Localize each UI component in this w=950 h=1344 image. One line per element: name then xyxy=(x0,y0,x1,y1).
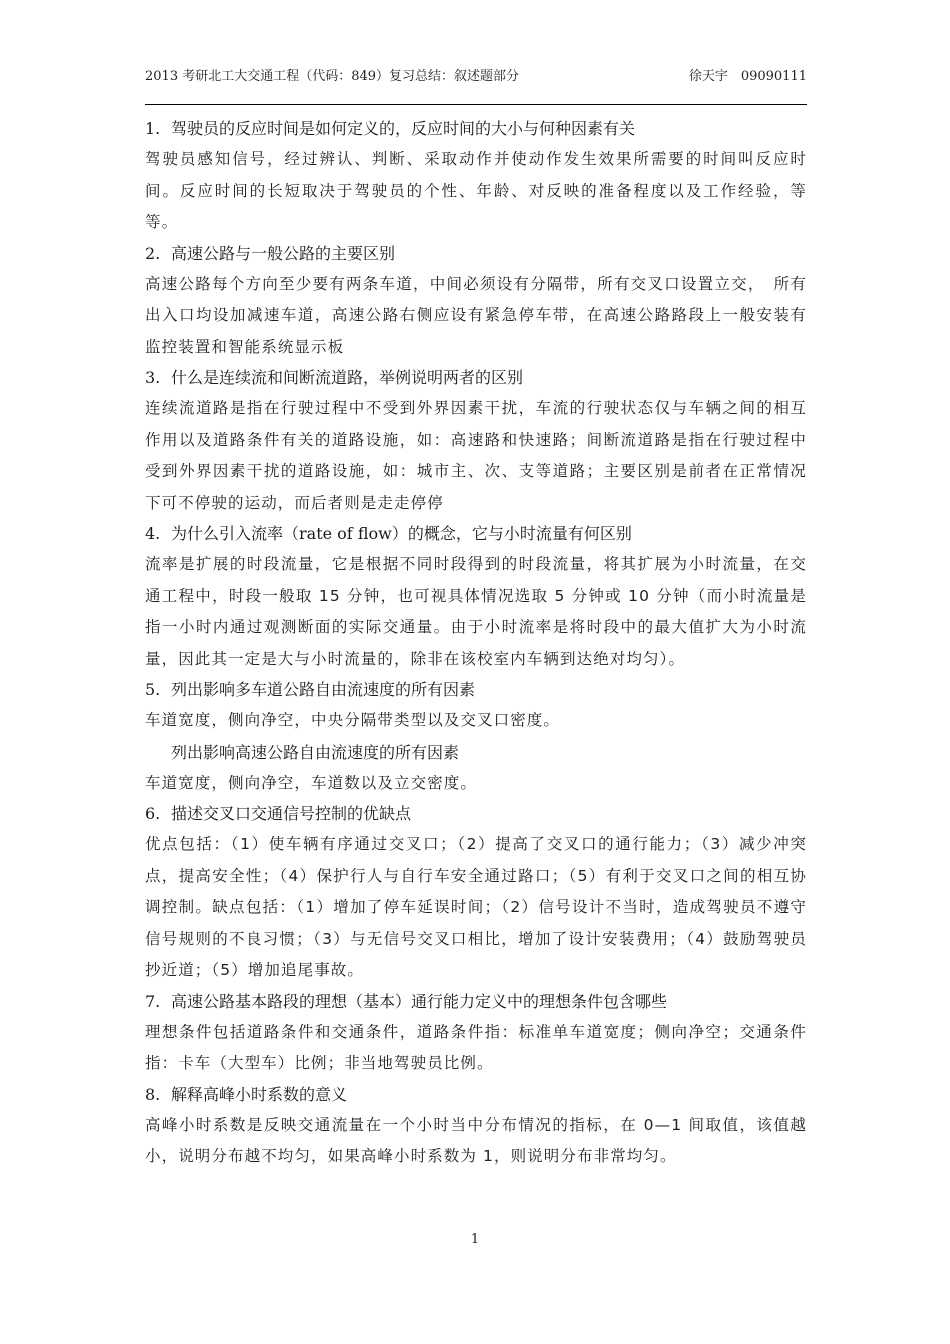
qa-item-4 xyxy=(145,519,807,675)
question-text: 什么是连续流和间断流道路，举例说明两者的区别 xyxy=(171,368,524,387)
question-heading xyxy=(145,1080,807,1110)
question-number: 8. xyxy=(145,1084,161,1104)
question-heading xyxy=(145,799,807,829)
question-text: 高速公路基本路段的理想（基本）通行能力定义中的理想条件包含哪些 xyxy=(171,991,668,1011)
question-text: 列出影响多车道公路自由流速度的所有因素 xyxy=(171,680,476,699)
question-heading xyxy=(145,114,807,144)
question-text: 解释高峰小时系数的意义 xyxy=(171,1084,348,1104)
question-text: 为什么引入流率（rate of flow）的概念，它与小时流量有何区别 xyxy=(171,524,632,543)
qa-item-6 xyxy=(145,799,807,987)
question-heading xyxy=(145,675,807,705)
header-title: 2013 考研北工大交通工程（代码：849）复习总结：叙述题部分 xyxy=(145,69,520,84)
question-heading xyxy=(145,363,807,393)
question-text: 高速公路与一般公路的主要区别 xyxy=(171,243,396,263)
answer-paragraph: 连续流道路是指在行驶过程中不受到外界因素干扰，车流的行驶状态仅与车辆之间的相互作用以及道路条件有关的道路设施，如：高速路和快速路；间断流道路是指在行驶过程中受到外界因素干扰的道路设施，如：城市主、次、支等道路；主要区别是前者在正常情况下可不停驶的运动，而后者则是走走停停 xyxy=(145,399,807,512)
qa-item-8 xyxy=(145,1080,807,1173)
question-heading xyxy=(145,519,807,549)
header-author: 徐天宇 09090111 xyxy=(688,69,807,84)
page-header xyxy=(145,66,807,88)
question-number: 7. xyxy=(145,991,161,1011)
answer-paragraph: 高峰小时系数是反映交通流量在一个小时当中分布情况的指标，在 0—1 间取值，该值越小，说明分布越不均匀，如果高峰小时系数为 1，则说明分布非常均匀。 xyxy=(145,1115,807,1165)
question-text: 描述交叉口交通信号控制的优缺点 xyxy=(171,804,412,823)
question-number: 2. xyxy=(145,243,161,263)
question-number: 1. xyxy=(145,119,161,138)
qa-item-1 xyxy=(145,114,807,239)
question-text: 驾驶员的反应时间是如何定义的，反应时间的大小与何种因素有关 xyxy=(171,119,636,138)
qa-item-3 xyxy=(145,363,807,519)
answer-paragraph: 流率是扩展的时段流量，它是根据不同时段得到的时段流量，将其扩展为小时流量，在交通工程中，时段一般取 15 分钟，也可视具体情况选取 5 分钟或 10 分钟（而小时流量是指一小时内通过观测断面的实际交通量。由于小时流率是将时段中的最大值扩大为小时流量，因此其一定是大与小时流量的，除非在该校室内车辆到达绝对均匀）。 xyxy=(145,555,807,668)
page-content xyxy=(145,114,807,1173)
question-heading xyxy=(145,239,807,269)
qa-item-5 xyxy=(145,675,807,799)
answer-paragraph: 优点包括：（1）使车辆有序通过交叉口；（2）提高了交叉口的通行能力；（3）减少冲突点，提高安全性；（4）保护行人与自行车安全通过路口；（5）有利于交叉口之间的相互协调控制。缺点包括：（1）增加了停车延误时间；（2）信号设计不当时，造成驾驶员不遵守信号规则的不良习惯；（3）与无信号交叉口相比，增加了设计安装费用；（4）鼓励驾驶员抄近道；（5）增加追尾事故。 xyxy=(145,835,807,979)
question-number: 3. xyxy=(145,368,161,387)
qa-item-2 xyxy=(145,239,807,364)
answer-paragraph: 理想条件包括道路条件和交通条件，道路条件指：标准单车道宽度；侧向净空；交通条件指：卡车（大型车）比例；非当地驾驶员比例。 xyxy=(145,1022,807,1072)
question-number: 4. xyxy=(145,524,161,543)
question-heading xyxy=(145,987,807,1017)
question-number: 5. xyxy=(145,680,161,699)
question-number: 6. xyxy=(145,804,161,823)
sub-question-heading: 列出影响高速公路自由流速度的所有因素 xyxy=(171,742,460,762)
answer-paragraph: 驾驶员感知信号，经过辨认、判断、采取动作并使动作发生效果所需要的时间叫反应时间。反应时间的长短取决于驾驶员的个性、年龄、对反映的准备程度以及工作经验，等等。 xyxy=(145,150,807,231)
sub-answer-paragraph: 车道宽度，侧向净空，车道数以及立交密度。 xyxy=(145,773,478,792)
answer-paragraph: 车道宽度，侧向净空，中央分隔带类型以及交叉口密度。 xyxy=(145,711,561,729)
header-rule xyxy=(145,104,807,105)
page-number: 1 xyxy=(470,1232,480,1247)
qa-item-7 xyxy=(145,987,807,1080)
answer-paragraph: 高速公路每个方向至少要有两条车道，中间必须设有分隔带，所有交叉口设置立交， 所有出入口均设加减速车道，高速公路右侧应设有紧急停车带，在高速公路路段上一般安装有监控装置和智能系统显示板 xyxy=(145,274,807,356)
